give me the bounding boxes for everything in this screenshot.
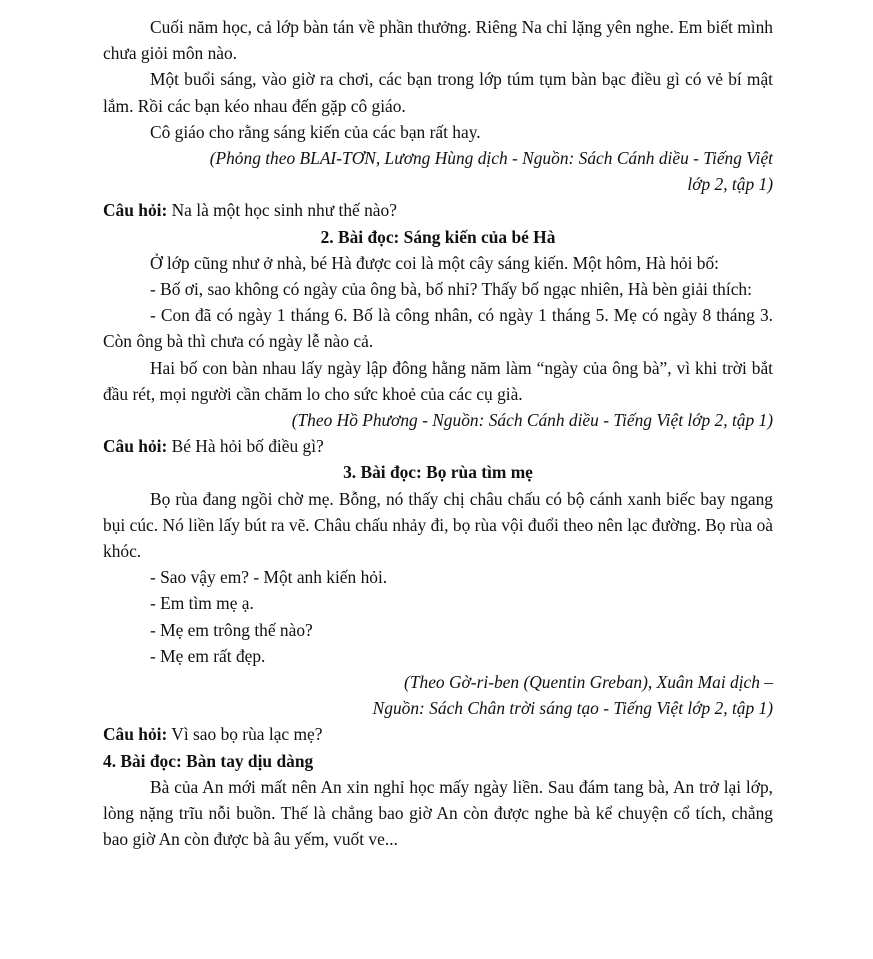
story3-paragraph: Bọ rùa đang ngồi chờ mẹ. Bỗng, nó thấy chị châu chấu có bộ cánh xanh biếc bay ngang bụi cúc. Nó liền lấy bút ra vẽ. Châu chấu nhảy đi, bọ rùa vội đuổi theo nên lạc đường. Bọ rùa oà khóc.: [103, 488, 773, 562]
story3-dialog-line-1: - Sao vậy em? - Một anh kiến hỏi.: [150, 567, 388, 588]
story1-source: [103, 145, 773, 197]
story1-source-line1: (Phỏng theo BLAI-TƠN, Lương Hùng dịch - Nguồn: Sách Cánh diều - Tiếng Việt: [209, 148, 773, 169]
story1-question: [103, 197, 773, 223]
story3-source-line2: Nguồn: Sách Chân trời sáng tạo - Tiếng Việt lớp 2, tập 1): [372, 698, 773, 719]
question-text: Vì sao bọ rùa lạc mẹ?: [167, 724, 323, 745]
story1-paragraph-1: Cuối năm học, cả lớp bàn tán về phần thưởng. Riêng Na chỉ lặng yên nghe. Em biết mình chưa giỏi môn nào.: [103, 17, 773, 64]
story2-heading: 2. Bài đọc: Sáng kiến của bé Hà: [320, 226, 556, 247]
story1-source-line2: lớp 2, tập 1): [687, 174, 773, 195]
question-text: Na là một học sinh như thế nào?: [167, 200, 397, 221]
story3-source-line1: (Theo Gờ-ri-ben (Quentin Greban), Xuân Mai dịch –: [404, 672, 773, 693]
story3-source: [103, 669, 773, 721]
story3-question: [103, 721, 773, 747]
story3-dialog-line-4: - Mẹ em rất đẹp.: [150, 645, 266, 666]
story1-paragraph-3: Cô giáo cho rằng sáng kiến của các bạn rất hay.: [150, 121, 481, 142]
story3-heading: 3. Bài đọc: Bọ rùa tìm mẹ: [343, 462, 533, 483]
story2-source: (Theo Hồ Phương - Nguồn: Sách Cánh diều - Tiếng Việt lớp 2, tập 1): [291, 410, 773, 431]
question-label: Câu hỏi:: [103, 724, 168, 745]
question-text: Bé Hà hỏi bố điều gì?: [167, 436, 324, 457]
story3-dialog-line-2: - Em tìm mẹ ạ.: [150, 593, 254, 614]
story4-heading: 4. Bài đọc: Bàn tay dịu dàng: [103, 750, 314, 771]
story2-paragraph-3: - Con đã có ngày 1 tháng 6. Bố là công nhân, có ngày 1 tháng 5. Mẹ có ngày 8 tháng 3. Còn ông bà thì chưa có ngày lễ nào cả.: [103, 305, 773, 352]
story1-paragraph-2: Một buổi sáng, vào giờ ra chơi, các bạn trong lớp túm tụm bàn bạc điều gì có vẻ bí mật lắm. Rồi các bạn kéo nhau đến gặp cô giáo.: [103, 69, 773, 116]
story2-paragraph-4: Hai bố con bàn nhau lấy ngày lập đông hằng năm làm “ngày của ông bà”, vì khi trời bắt đầu rét, mọi người cần chăm lo cho sức khoẻ của các cụ già.: [103, 357, 773, 404]
story2-paragraph-1: Ở lớp cũng như ở nhà, bé Hà được coi là một cây sáng kiến. Một hôm, Hà hỏi bố:: [150, 252, 720, 273]
story3-dialog-line-3: - Mẹ em trông thế nào?: [150, 619, 313, 640]
story2-paragraph-2: - Bố ơi, sao không có ngày của ông bà, bố nhỉ? Thấy bố ngạc nhiên, Hà bèn giải thích:: [150, 279, 752, 300]
story4-paragraph: Bà của An mới mất nên An xin nghỉ học mấy ngày liền. Sau đám tang bà, An trở lại lớp, lòng nặng trĩu nỗi buồn. Thế là chẳng bao giờ An còn được nghe bà kể chuyện cổ tích, chẳng bao giờ An còn được bà âu yếm, vuốt ve...: [103, 776, 773, 850]
question-label: Câu hỏi:: [103, 200, 168, 221]
question-label: Câu hỏi:: [103, 436, 168, 457]
story2-question: [103, 433, 773, 459]
